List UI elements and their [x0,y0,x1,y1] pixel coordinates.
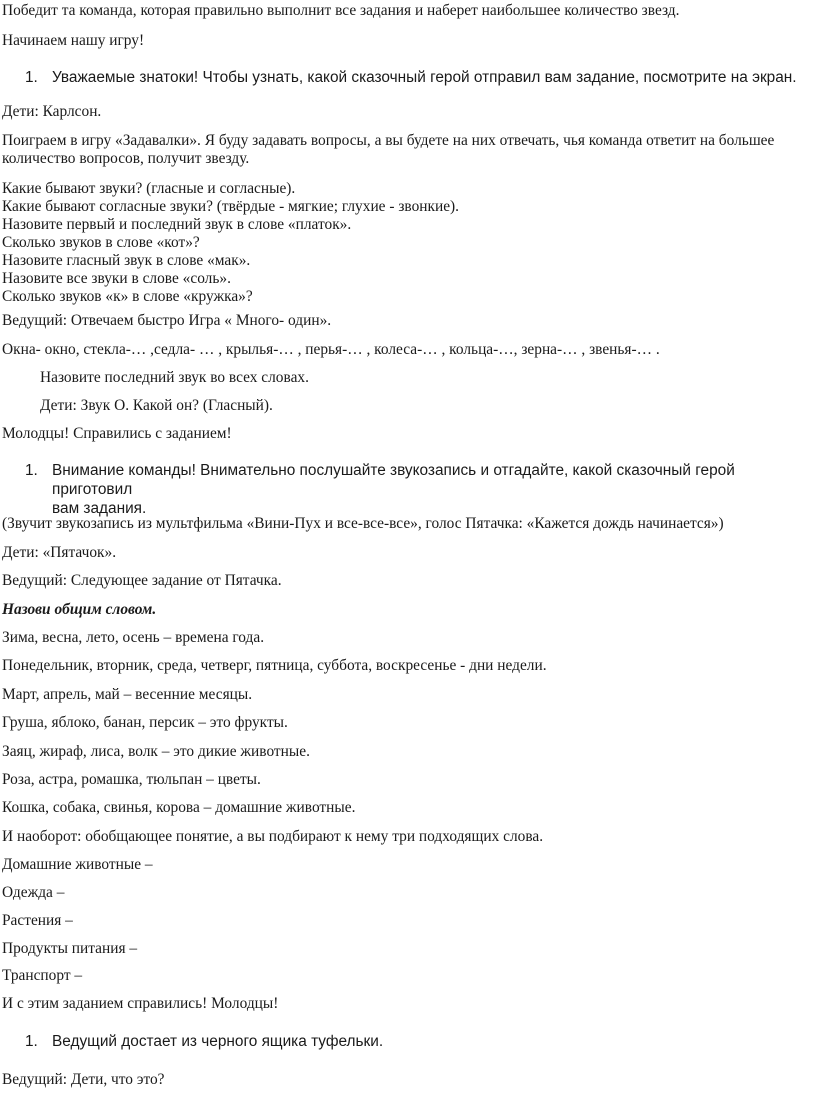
children-piglet-paragraph: Дети: «Пятачок». [2,544,117,561]
seasons-paragraph: Зима, весна, лето, осень – времена года. [2,629,265,646]
domestic-animals-paragraph: Кошка, собака, свинья, корова – домашние животные. [2,799,356,816]
weekdays-paragraph: Понедельник, вторник, среда, четверг, пятница, суббота, воскресенье - дни недели. [2,657,547,674]
flowers-paragraph: Роза, астра, ромашка, тюльпан – цветы. [2,771,261,788]
well-done-paragraph: Молодцы! Справились с заданием! [2,425,232,442]
category-domestic-animals: Домашние животные – [2,856,153,873]
children-karlson-paragraph: Дети: Карлсон. [2,103,102,120]
question-line: Какие бывают согласные звуки? (твёрдые - мягкие; глухие - звонкие). [2,198,460,215]
text-line: Поиграем в игру «Задавалки». Я буду задавать вопросы, а вы будете на них отвечать, чья команда ответит на большее [2,132,775,149]
name-general-heading: Назови общим словом. [2,601,157,618]
list-item-text: Уважаемые знатоки! Чтобы узнать, какой сказочный герой отправил вам задание, посмотрите на экран. [52,69,797,86]
intro-rule-paragraph: Победит та команда, которая правильно выполнит все задания и наберет наибольшее количество звезд. [2,2,680,19]
list-item-text-line: Внимание команды! Внимательно послушайте звукозапись и отгадайте, какой сказочный герой приготовил [52,462,735,498]
category-food: Продукты питания – [2,940,138,957]
recording-paragraph: (Звучит звукозапись из мультфильма «Вини-Пух и все-все-все», голос Пятачка: «Кажется дождь начинается») [2,515,724,532]
windows-plural-paragraph: Окна- окно, стекла-… ,седла- … , крылья-… , перья-… , колеса-… , кольца-…, зерна-… , звенья-… . [2,341,660,358]
children-sound-o-paragraph: Дети: Звук О. Какой он? (Гласный). [40,397,273,414]
task-1-list-item [25,68,813,87]
list-number: 1. [25,1033,38,1050]
task-3-list-item [25,1032,813,1051]
question-line: Сколько звуков «к» в слове «кружка»? [2,288,253,305]
start-game-paragraph: Начинаем нашу игру! [2,32,145,49]
question-line: Сколько звуков в слове «кот»? [2,234,200,251]
category-transport: Транспорт – [2,967,83,984]
fruits-paragraph: Груша, яблоко, банан, персик – это фрукты. [2,714,288,731]
list-item-text: Ведущий достает из черного ящика туфельки. [52,1033,384,1050]
host-what-paragraph: Ведущий: Дети, что это? [2,1071,165,1088]
list-item-text-line: вам задания. [52,500,147,517]
question-line: Какие бывают звуки? (гласные и согласные). [2,180,296,197]
task-2-list-item [25,461,813,518]
list-number: 1. [25,69,38,86]
game-intro-paragraph [2,132,774,168]
task-done-paragraph: И с этим заданием справились! Молодцы! [2,995,279,1012]
list-number: 1. [25,462,38,479]
host-many-one-paragraph: Ведущий: Отвечаем быстро Игра « Много- один». [2,312,332,329]
question-line: Назовите все звуки в слове «соль». [2,270,231,287]
spring-months-paragraph: Март, апрель, май – весенние месяцы. [2,686,253,703]
last-sound-paragraph: Назовите последний звук во всех словах. [40,369,309,386]
text-line: количество вопросов, получит звезду. [2,150,250,167]
question-line: Назовите гласный звук в слове «мак». [2,252,251,269]
reverse-task-paragraph: И наоборот: обобщающее понятие, а вы подбирают к нему три подходящих слова. [2,828,544,845]
questions-block [2,180,459,306]
category-clothes: Одежда – [2,884,65,901]
host-next-task-paragraph: Ведущий: Следующее задание от Пятачка. [2,572,282,589]
question-line: Назовите первый и последний звук в слове «платок». [2,216,352,233]
wild-animals-paragraph: Заяц, жираф, лиса, волк – это дикие животные. [2,743,310,760]
category-plants: Растения – [2,912,73,929]
